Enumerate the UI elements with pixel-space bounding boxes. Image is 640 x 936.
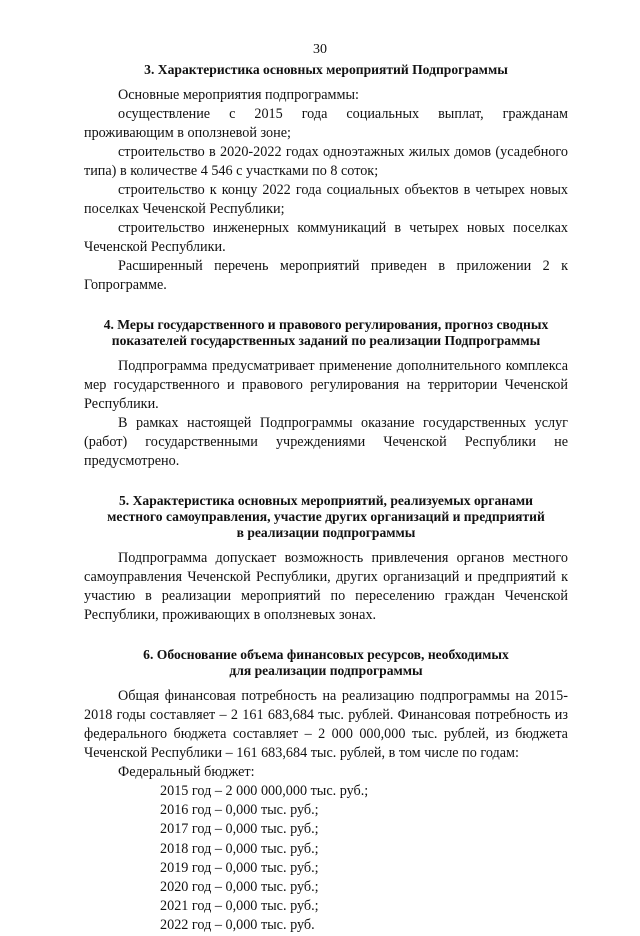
paragraph: осуществление с 2015 года социальных выплат, гражданам проживающим в оползневой зоне;: [84, 106, 568, 141]
paragraph: строительство в 2020-2022 годах одноэтажных жилых домов (усадебного типа) в количестве 4 546 с участками по 8 соток;: [84, 144, 568, 179]
section-5: [84, 493, 568, 625]
section-title-line: 6. Обоснование объема финансовых ресурсов, необходимых: [143, 647, 509, 662]
paragraph: Подпрограмма предусматривает применение дополнительного комплекса мер государственного и правового регулирования на территории Чеченской Республики.: [84, 358, 568, 412]
budget-year-item: 2020 год – 0,000 тыс. руб.;: [160, 879, 319, 896]
page-number: 30: [313, 42, 327, 57]
section-4: [84, 317, 568, 471]
paragraph: В рамках настоящей Подпрограммы оказание государственных услуг (работ) государственными учреждениями Чеченской Республики не предусмотрено.: [84, 415, 568, 469]
paragraph: строительство инженерных коммуникаций в четырех новых поселках Чеченской Республики.: [84, 220, 568, 255]
budget-year-item: 2021 год – 0,000 тыс. руб.;: [160, 898, 319, 915]
section-4-title: [84, 317, 568, 349]
section-title-line: 4. Меры государственного и правового регулирования, прогноз сводных: [103, 317, 549, 332]
paragraph: Подпрограмма допускает возможность привлечения органов местного самоуправления Чеченской Республики, других организаций и предприятий к участию в реализации мероприятий по переселению граждан Чеченской Республики, проживающих в оползневых зонах.: [84, 550, 568, 623]
budget-year-item: 2019 год – 0,000 тыс. руб.;: [160, 859, 319, 876]
budget-year-item: 2017 год – 0,000 тыс. руб.;: [160, 821, 319, 838]
budget-year-item: 2016 год – 0,000 тыс. руб.;: [160, 802, 319, 819]
section-title-line: 3. Характеристика основных мероприятий Подпрограммы: [144, 62, 508, 77]
budget-year-item: 2015 год – 2 000 000,000 тыс. руб.;: [160, 783, 369, 799]
federal-budget-label: Федеральный бюджет:: [118, 764, 255, 780]
budget-year-list: [160, 782, 568, 936]
section-title-line: 5. Характеристика основных мероприятий, реализуемых органами: [118, 493, 533, 508]
paragraph: строительство к концу 2022 года социальных объектов в четырех новых поселках Чеченской Республики;: [84, 182, 568, 217]
paragraph: Общая финансовая потребность на реализацию подпрограммы на 2015-2018 годы составляет – 2 161 683,684 тыс. рублей. Финансовая потребность из федерального бюджета составляет – 2 000 000,000 тыс. рублей, из бюджета Чеченской Республики – 161 683,684 тыс. рублей, в том числе по годам:: [84, 688, 568, 761]
section-6-title: [84, 647, 568, 679]
paragraph: Расширенный перечень мероприятий приведен в приложении 2 к Гопрограмме.: [84, 258, 568, 293]
section-title-line: в реализации подпрограммы: [236, 525, 416, 540]
section-title-line: местного самоуправления, участие других организаций и предприятий: [107, 509, 545, 524]
section-title-line: показателей государственных заданий по реализации Подпрограммы: [111, 333, 541, 348]
section-3-title: [84, 62, 568, 78]
paragraph: Основные мероприятия подпрограммы:: [118, 87, 359, 103]
budget-year-item: 2018 год – 0,000 тыс. руб.;: [160, 840, 319, 857]
page-content: [84, 62, 568, 936]
section-6: [84, 647, 568, 936]
budget-year-item: 2022 год – 0,000 тыс. руб.: [160, 917, 315, 934]
section-title-line: для реализации подпрограммы: [229, 663, 423, 678]
section-5-title: [84, 493, 568, 541]
section-3: [84, 62, 568, 295]
